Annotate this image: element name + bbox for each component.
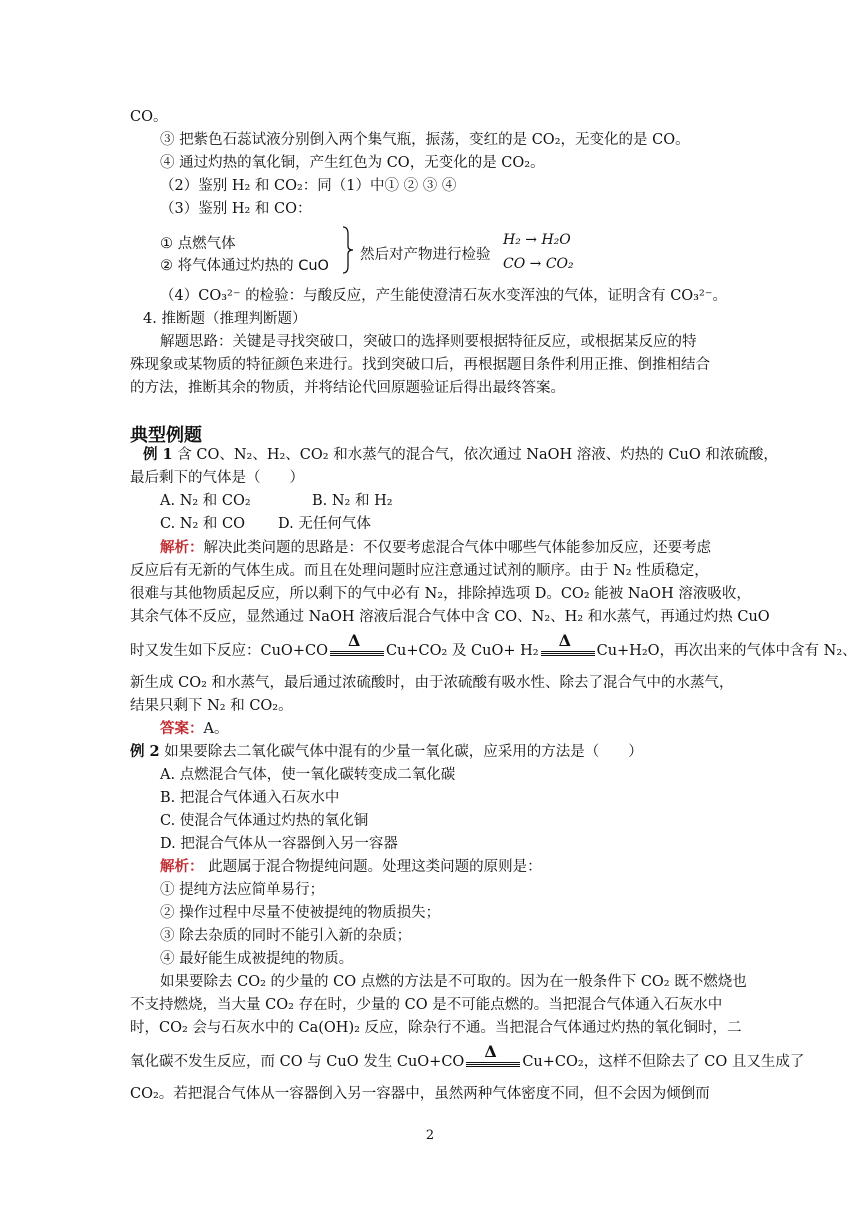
delta-symbol: Δ (558, 631, 572, 650)
text-span: 时又发生如下反应：CuO+CO (130, 643, 328, 659)
text-line: 如果要除去 CO₂ 的少量的 CO 点燃的方法是不可取的。因为在一般条件下 CO₂ 既不燃烧也 (160, 974, 747, 990)
text-line: 反应后有无新的气体生成。而且在处理问题时应注意通过试剂的顺序。由于 N₂ 性质稳定， (130, 563, 709, 579)
text-line: 最后剩下的气体是（ ） (130, 470, 304, 486)
heating-condition-icon (464, 1042, 522, 1073)
example-1-question (143, 444, 793, 466)
method-item-2: ② 将气体通过灼热的 CuO (160, 258, 329, 274)
text-span: 如果要除去二氧化碳气体中混有的少量一氧化碳，应采用的方法是（ ） (159, 744, 643, 760)
method-item-1: ① 点燃气体 (160, 236, 236, 252)
option-a: A. N₂ 和 CO₂ (160, 493, 251, 509)
text-line: ④ 通过灼热的氧化铜，产生红色为 CO，无变化的是 CO₂。 (160, 155, 545, 171)
reaction-co: CO → CO₂ (503, 256, 574, 272)
option-b: B. N₂ 和 H₂ (312, 493, 393, 509)
principle-item: ① 提纯方法应简单易行； (160, 882, 325, 898)
method-then: 然后对产物进行检验 (360, 247, 491, 263)
text-span: Cu+CO₂ 及 CuO+ H₂ (385, 643, 539, 659)
text-line: 不支持燃烧，当大量 CO₂ 存在时，少量的 CO 是不可能点燃的。当把混合气体通入石灰水中 (130, 997, 723, 1013)
option-c: C. N₂ 和 CO (160, 516, 245, 532)
text-line: （3）鉴别 H₂ 和 CO： (160, 201, 312, 217)
text-line: 结果只剩下 N₂ 和 CO₂。 (130, 698, 293, 714)
delta-symbol: Δ (484, 1042, 497, 1061)
identification-method-figure (160, 228, 590, 278)
text-line: （4）CO₃²⁻ 的检验：与酸反应，产生能使澄清石灰水变浑浊的气体，证明含有 CO₃²⁻。 (160, 288, 727, 304)
answer-label: 答案： (160, 720, 204, 737)
principle-item: ③ 除去杂质的同时不能引入新的杂质； (160, 928, 412, 944)
text-span: Cu+CO₂，这样不但除去了 CO 且又生成了 (522, 1054, 805, 1070)
analysis-label: 解析： (160, 858, 204, 875)
option-a: A. 点燃混合气体，使一氧化碳转变成二氧化碳 (160, 767, 456, 783)
option-d: D. 无任何气体 (278, 516, 371, 532)
text-line: CO。 (130, 109, 168, 125)
heating-condition-icon (328, 631, 386, 662)
reaction-line (130, 631, 857, 662)
example-1-answer (160, 718, 810, 740)
section-title: 典型例题 (130, 425, 202, 446)
heating-condition-icon (539, 631, 597, 662)
text-span: 解决此类问题的思路是：不仅要考虑混合气体中哪些气体能参加反应，还要考虑 (203, 540, 711, 556)
text-line: 其余气体不反应，显然通过 NaOH 溶液后混合气体中含 CO、N₂、H₂ 和水蒸气，再通过灼热 CuO (130, 609, 770, 625)
text-line: 4. 推断题（推理判断题） (143, 311, 307, 327)
example-2-analysis (160, 856, 810, 878)
option-d: D. 把混合气体从一容器倒入另一容器 (160, 836, 398, 852)
example-2-question (130, 741, 780, 763)
text-line: 殊现象或某物质的特征颜色来进行。找到突破口后，再根据题目条件利用正推、倒推相结合 (130, 357, 710, 373)
reaction-h2: H₂ → H₂O (503, 232, 571, 248)
example-1-analysis (160, 537, 810, 559)
option-b: B. 把混合气体通入石灰水中 (160, 790, 340, 806)
text-line: 新生成 CO₂ 和水蒸气，最后通过浓硫酸时，由于浓硫酸有吸水性、除去了混合气中的水蒸气， (130, 675, 734, 691)
delta-symbol: Δ (347, 631, 361, 650)
text-line: 的方法，推断其余的物质，并将结论代回原题验证后得出最终答案。 (130, 380, 565, 396)
principle-item: ④ 最好能生成被提纯的物质。 (160, 951, 354, 967)
example-label: 例 2 (130, 743, 160, 760)
text-span: 此题属于混合物提纯问题。处理这类问题的原则是： (203, 859, 542, 875)
text-line: 很难与其他物质起反应，所以剩下的气中必有 N₂，排除掉选项 D。CO₂ 能被 NaOH 溶液吸收， (130, 586, 751, 602)
brace-icon (342, 226, 354, 274)
text-span: Cu+H₂O，再次出来的气体中含有 N₂、 (596, 643, 857, 659)
text-line: CO₂。若把混合气体从一容器倒入另一容器中，虽然两种气体密度不同，但不会因为倾倒而 (130, 1086, 710, 1102)
text-line: ③ 把紫色石蕊试液分别倒入两个集气瓶，振荡，变红的是 CO₂，无变化的是 CO。 (160, 132, 690, 148)
text-span: 含 CO、N₂、H₂、CO₂ 和水蒸气的混合气，依次通过 NaOH 溶液、灼热的 CuO 和浓硫酸， (172, 447, 778, 463)
text-line: 时，CO₂ 会与石灰水中的 Ca(OH)₂ 反应，除杂行不通。当把混合气体通过灼热的氧化铜时，二 (130, 1020, 742, 1036)
page-number: 2 (425, 1128, 435, 1143)
answer-value: A。 (203, 721, 229, 737)
principle-item: ② 操作过程中尽量不使被提纯的物质损失； (160, 905, 441, 921)
analysis-label: 解析： (160, 539, 204, 556)
example-label: 例 1 (143, 446, 173, 463)
text-span: 氧化碳不发生反应，而 CO 与 CuO 发生 CuO+CO (130, 1054, 465, 1070)
reaction-line (130, 1042, 805, 1073)
text-line: （2）鉴别 H₂ 和 CO₂：同（1）中① ② ③ ④ (160, 178, 457, 194)
text-line: 解题思路：关键是寻找突破口，突破口的选择则要根据特征反应，或根据某反应的特 (160, 334, 697, 350)
option-c: C. 使混合气体通过灼热的氧化铜 (160, 813, 369, 829)
